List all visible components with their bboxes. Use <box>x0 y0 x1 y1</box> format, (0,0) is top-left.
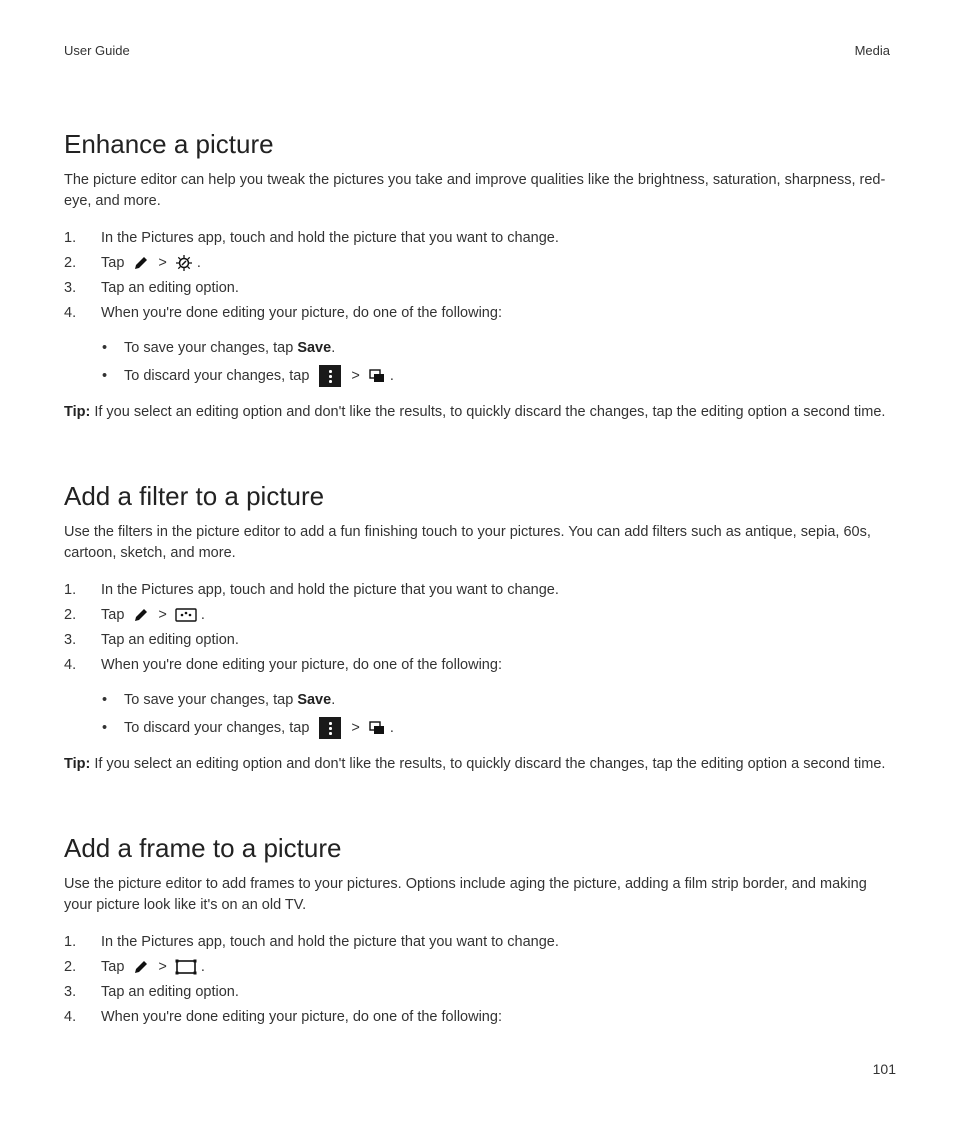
step-3: 3. Tap an editing option. <box>64 984 239 1000</box>
steps-list <box>64 930 894 1030</box>
section-enhance <box>64 126 894 423</box>
pencil-icon <box>132 606 150 624</box>
section-title: Add a frame to a picture <box>64 833 342 863</box>
pencil-icon <box>132 254 150 272</box>
discard-option: • To discard your changes, tap > . <box>102 362 894 390</box>
section-frame <box>64 830 894 1030</box>
section-intro: The picture editor can help you tweak the pictures you take and improve qualities like the brightness, saturation, sharpness, red-eye, and more. <box>64 172 886 209</box>
step-2: 2. Tap > . <box>64 959 205 975</box>
step-4: 4. When you're done editing your picture, do one of the following: <box>64 657 502 673</box>
tip: Tip: If you select an editing option and don't like the results, to quickly discard the changes, tap the editing option a second time. <box>64 756 886 772</box>
more-menu-icon <box>319 365 341 387</box>
step-1: 1. In the Pictures app, touch and hold the picture that you want to change. <box>64 582 559 598</box>
header-right: Media <box>854 43 890 58</box>
options-list <box>64 334 894 390</box>
enhance-icon <box>175 254 193 272</box>
tip-label: Tip: <box>64 756 91 772</box>
filter-icon <box>175 607 197 623</box>
step-3: 3. Tap an editing option. <box>64 632 239 648</box>
step-1: 1. In the Pictures app, touch and hold the picture that you want to change. <box>64 934 559 950</box>
save-label: Save <box>297 340 332 356</box>
save-option: • To save your changes, tap Save. <box>102 334 894 362</box>
section-intro: Use the picture editor to add frames to your pictures. Options include aging the picture, adding a film strip border, and making your picture look like it's on an old TV. <box>64 876 867 913</box>
step-1: 1. In the Pictures app, touch and hold the picture that you want to change. <box>64 230 559 246</box>
options-list <box>64 686 894 742</box>
step-2: 2. Tap > . <box>64 607 205 623</box>
save-label: Save <box>297 692 332 708</box>
discard-option: • To discard your changes, tap > . <box>102 714 894 742</box>
section-title: Enhance a picture <box>64 129 274 159</box>
step-4: 4. When you're done editing your picture, do one of the following: <box>64 305 502 321</box>
steps-list <box>64 578 894 678</box>
section-intro: Use the filters in the picture editor to add a fun finishing touch to your pictures. You can add filters such as antique, sepia, 60s, cartoon, sketch, and more. <box>64 524 871 561</box>
section-filter <box>64 478 894 775</box>
steps-list <box>64 226 894 326</box>
discard-changes-icon <box>368 719 386 737</box>
tip: Tip: If you select an editing option and don't like the results, to quickly discard the changes, tap the editing option a second time. <box>64 404 886 420</box>
step-4: 4. When you're done editing your picture, do one of the following: <box>64 1009 502 1025</box>
save-option: • To save your changes, tap Save. <box>102 686 894 714</box>
tip-label: Tip: <box>64 404 91 420</box>
section-title: Add a filter to a picture <box>64 481 325 511</box>
header-left: User Guide <box>64 43 130 58</box>
frame-icon <box>175 959 197 975</box>
step-3: 3. Tap an editing option. <box>64 280 239 296</box>
step-2: 2. Tap > . <box>64 255 201 271</box>
pencil-icon <box>132 958 150 976</box>
page-number: 101 <box>872 1061 896 1077</box>
discard-changes-icon <box>368 367 386 385</box>
more-menu-icon <box>319 717 341 739</box>
